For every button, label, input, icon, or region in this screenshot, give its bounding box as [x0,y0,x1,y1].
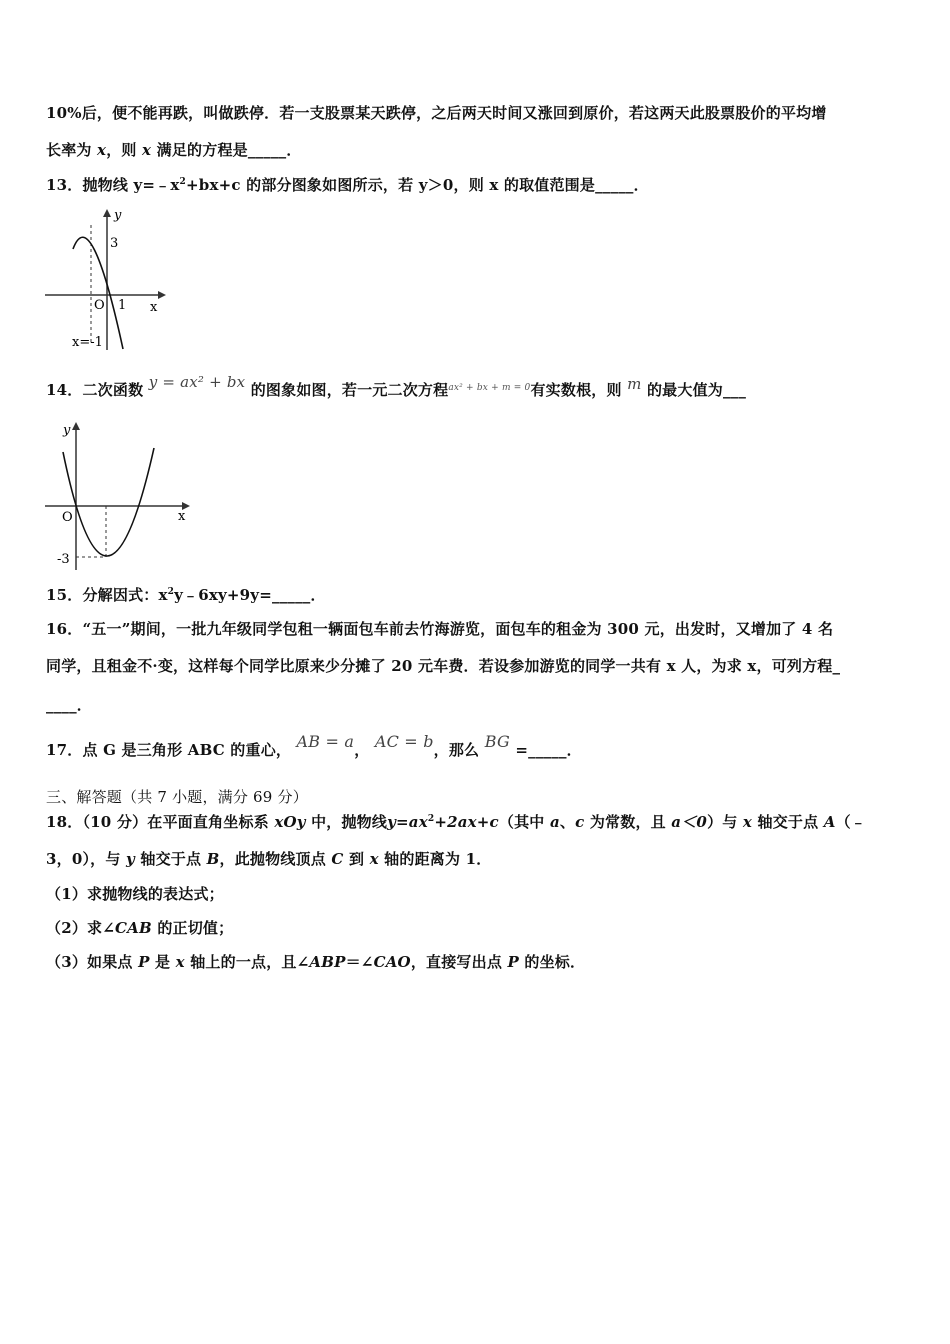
q18-part: 轴上的一点，且∠ [190,953,310,971]
q17-part: ， [354,741,370,759]
q18-part: B [206,850,220,868]
q18-part: c [575,813,585,831]
q12-var: x [97,141,107,159]
q18-part: 中，抛物线 [311,813,388,831]
q13-y-label: y [114,208,122,223]
q13-parabola [73,237,123,349]
q17-vector-ac: AC = b [374,732,434,751]
q18-part: y [126,850,135,868]
q18-part: P [507,953,519,971]
q18-part: 3，0），与 [46,850,121,868]
q17-part: ，那么 [433,741,480,759]
q17-part: 17．点 G 是三角形 ABC 的重心， [46,741,292,759]
q18-part: 轴交于点 [140,850,202,868]
q18-part: 18．（10 分）在平面直角坐标系 [46,813,269,831]
q12-line1: 10%后，便不能再跌，叫做跌停．若一支股票某天跌停，之后两天时间又涨回到原价，若这两天此股票股价的平均增 [46,104,827,122]
q18-part: x [369,850,379,868]
q18-part: （3）如果点 [46,953,133,971]
q18-sub3 [46,952,585,972]
q18-part: x [742,813,753,831]
q14-var-m: m [627,375,642,393]
q18-sub2 [46,918,233,938]
q18-part: （﹣ [835,813,866,831]
q12-text: 长率为 [46,141,92,159]
q16-line2: 同学，且租金不·变，这样每个同学比原来少分摊了 20 元车费．若设参加游览的同学一共有 x 人，为求 x，可列方程_ [46,657,841,675]
q18-part: （其中 [498,813,545,831]
q14-origin: O [62,510,73,525]
q14-equation: ax² + bx + m = 0 [448,383,531,393]
q18-part: 是 [155,953,171,971]
q13-sup: 2 [179,177,186,187]
q17-vector-ab: AB = a [296,732,355,751]
q14-part: 有实数根，则 [530,381,622,399]
q17-vector-bg: BG [484,732,510,751]
q18-part: 为常数，且 [589,813,666,831]
q13-axis-note: x=-1 [72,335,103,350]
q18-part: 轴交于点 [757,813,819,831]
q13-graph [40,205,170,355]
q12-line2 [46,140,302,160]
q17-part: =_____． [515,741,582,759]
q18-part: ）与 [707,813,738,831]
q14-tick-neg3: -3 [57,552,70,567]
q18-part: A [823,813,836,831]
q18-part: a [549,813,560,831]
q12-text: ，则 [106,141,137,159]
q13-text [46,175,649,195]
q18-line1 [46,812,866,832]
q18-part: 的正切值； [157,919,234,937]
q13-tick-3: 3 [110,236,119,251]
q18-part: C [331,850,344,868]
q12-var: x [142,141,152,159]
q14-text [46,373,747,403]
q18-part: a＜0 [671,813,708,831]
q14-x-label: x [178,509,186,524]
q18-part: ＝∠ [345,953,374,971]
q18-part: 的坐标． [524,953,586,971]
q18-part: ABP [309,953,346,971]
q15-sup: 2 [167,587,175,597]
q13-x-arrow [158,291,166,299]
q15-part: 15．分解因式：x [46,586,168,604]
q13-origin: O [94,298,105,313]
q18-part: x [175,953,185,971]
section3-heading: 三、解答题（共 7 小题，满分 69 分） [46,788,308,806]
q14-formula: y = ax² + bx [148,373,246,391]
q14-graph [40,418,195,573]
q18-part: xOy [274,813,306,831]
q18-part: CAO [373,953,411,971]
q16-line1: 16．“五一”期间，一批九年级同学包租一辆面包车前去竹海游览，面包车的租金为 300 元，出发时，又增加了 4 名 [46,620,834,638]
q13-x-label: x [150,300,158,315]
q18-part: （2）求∠ [46,919,116,937]
q14-y-label: y [63,423,71,438]
q15-text [46,585,326,605]
q16-line3: ____． [46,696,93,714]
q13-part: 13．抛物线 y=﹣x [46,176,180,194]
q18-sup: 2 [427,814,435,824]
q15-part: y﹣6xy+9y=_____． [174,586,326,604]
q13-part: +bx+c 的部分图象如图所示，若 y＞0，则 x 的取值范围是_____． [186,176,649,194]
q18-line2 [46,849,491,869]
q12-text: 满足的方程是_____． [156,141,302,159]
q18-sub1: （1）求抛物线的表达式； [46,885,224,903]
q14-part: 14．二次函数 [46,381,144,399]
q18-part: 、 [559,813,576,831]
q14-part: 的图象如图，若一元二次方程 [250,381,449,399]
q18-part: ，此抛物线顶点 [219,850,326,868]
q18-part: +2ax+c [434,813,499,831]
q13-y-arrow [103,209,111,217]
q18-part: ，直接写出点 [410,953,503,971]
q17-text [46,732,582,760]
q18-part: 到 [348,850,365,868]
q18-part: CAB [115,919,152,937]
q13-tick-1: 1 [118,298,127,313]
q18-part: P [138,953,150,971]
q14-y-arrow [72,422,80,430]
q14-part: 的最大值为___ [646,381,747,399]
q18-part: y=ax [387,813,428,831]
q18-part: 轴的距离为 1． [384,850,492,868]
